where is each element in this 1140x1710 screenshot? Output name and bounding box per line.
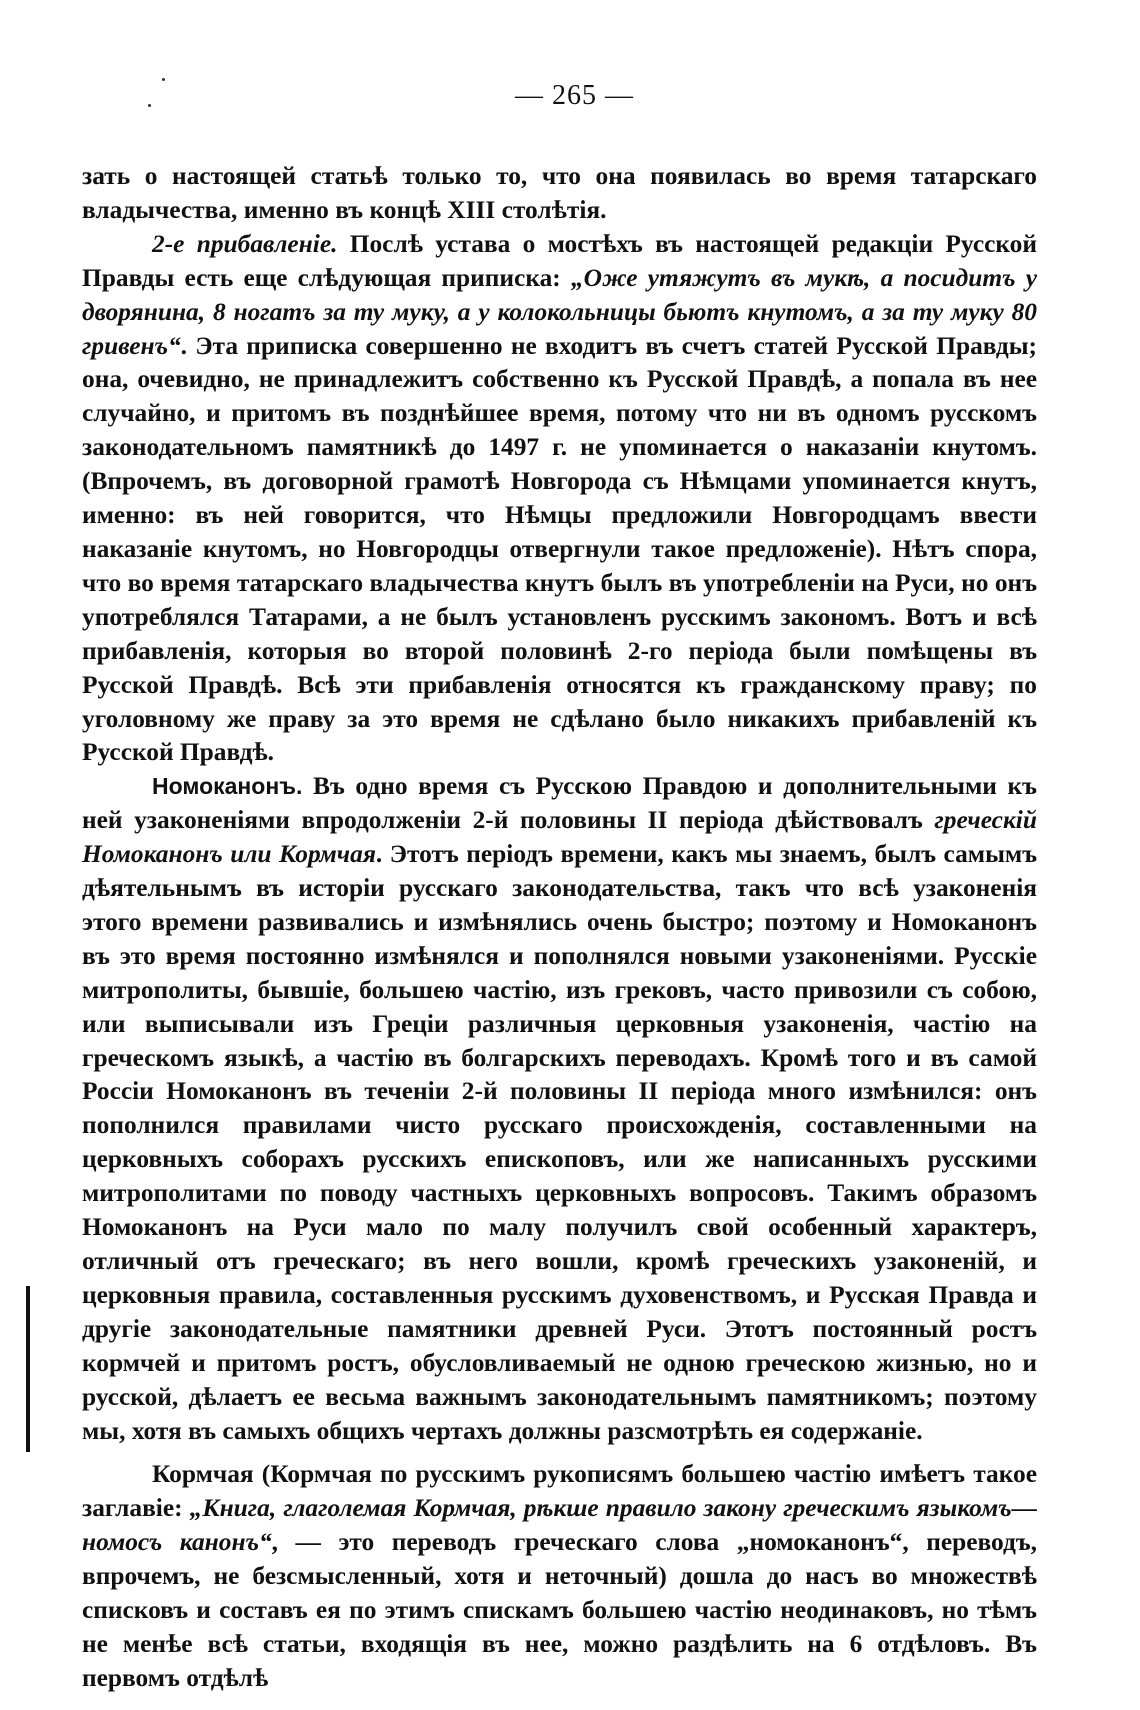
emphasis-text: греческій Номоканонъ или Кормчая <box>82 806 1037 869</box>
page-number: — 265 — <box>515 80 634 111</box>
paragraph-text: . Эта приписка совершенно не входитъ въ счетъ статей Русской Правды; она, очевидно, не принадлежитъ собственно къ Русской Правдѣ, а попала въ нее случайно, и притомъ въ позднѣйшее время, потому что ни въ одномъ русскомъ законодательномъ памятникѣ до 1497 г. не упоминается о наказаніи кнутомъ. (Впрочемъ, въ договорной грамотѣ Новгорода съ Нѣмцами упоминается кнутъ, именно: въ ней говорится, что Нѣмцы предложили Новгородцамъ ввести наказаніе кнутомъ, но Новгородцы отвергнули такое предложеніе). Нѣтъ спора, что во время татарскаго владычества кнутъ былъ въ употребленіи на Руси, но онъ употреблялся Татарами, а не былъ установленъ русскимъ закономъ. Вотъ и всѣ прибавленія, которыя во второй половинѣ 2-го періода были помѣщены въ Русской Правдѣ. Всѣ эти прибавленія относятся къ гражданскому праву; по уголовному же праву за это время не сдѣлано было никакихъ прибавленій къ Русской Правдѣ. <box>82 331 1037 767</box>
paragraph-text: , — это переводъ греческаго слова „номоканонъ“, переводъ, впрочемъ, не безсмысленный, хотя и неточный) дошла до насъ во множествѣ списковъ и составъ ея по этимъ спискамъ большею частію неодинаковъ, но тѣмъ не менѣе всѣ статьи, входящія въ нее, можно раздѣлить на 6 отдѣловъ. Въ первомъ отдѣлѣ <box>82 1528 1038 1692</box>
quoted-title: „Книга, глаголемая Кормчая, рѣкше правило закону греческимъ языкомъ—номосъ канонъ“ <box>82 1494 1037 1557</box>
paragraph-continuation: зать о настоящей статьѣ только то, что она появилась во время татарскаго владычества, именно въ концѣ XIII столѣтія. <box>82 162 1037 224</box>
quoted-text: „Оже утяжутъ въ мукѣ, а посидитъ у дворянина, 8 ногатъ за ту муку, а у колокольницы бьютъ кнутомъ, а за ту муку 80 гривенъ“ <box>82 263 1037 360</box>
book-page <box>82 80 1037 1696</box>
paragraph-text: Послѣ устава о мостѣхъ въ настоящей редакціи Русской Правды есть еще слѣдующая приписка: <box>82 229 1037 292</box>
paragraph-kormchaya <box>82 1458 1037 1695</box>
body-text <box>82 160 1037 1696</box>
paragraph-text: . Этотъ періодъ времени, какъ мы знаемъ, былъ самымъ дѣятельнымъ въ исторіи русскаго законодательства, такъ что всѣ узаконенія этого времени развивались и измѣнялись очень быстро; поэтому и Номоканонъ въ это время постоянно измѣнялся и пополнялся новыми узаконеніями. Русскіе митрополиты, бывшіе, большею частію, изъ грековъ, часто привозили съ собою, или выписывали изъ Греціи различныя церковныя узаконенія, частію на греческомъ языкѣ, а частію въ болгарскихъ переводахъ. Кромѣ того и въ самой Россіи Номоканонъ въ теченіи 2-й половины II періода много измѣнился: онъ пополнился правилами чисто русскаго происхожденія, составленными на церковныхъ соборахъ русскихъ епископовъ, или же написанныхъ русскими митрополитами по поводу частныхъ церковныхъ вопросовъ. Такимъ образомъ Номоканонъ на Руси мало по малу получилъ свой особенный характеръ, отличный отъ греческаго; въ него вошли, кромѣ греческихъ узаконеній, и церковныя правила, составленныя русскимъ духовенствомъ, и Русская Правда и другіе законодательные памятники древней Руси. Этотъ постоянный ростъ кормчей и притомъ ростъ, обусловливаемый не одною греческою жизнью, но и русской, дѣлаетъ ее весьма важнымъ законодательнымъ памятникомъ; поэтому мы, хотя въ самыхъ общихъ чертахъ должны разсмотрѣть ея содержаніе. <box>82 840 1038 1445</box>
paragraph-nomocanon <box>82 770 1037 1448</box>
paragraph-text: Въ одно время съ Русскою Правдою и дополнительными къ ней узаконеніями впродолженіи 2-й половины II періода дѣйствовалъ <box>82 772 1037 835</box>
paragraph-text: Кормчая (Кормчая по русскимъ рукописямъ большею частію имѣетъ такое заглавіе: <box>82 1460 1037 1523</box>
paragraph-second-addition <box>82 228 1037 771</box>
margin-mark <box>26 1286 30 1452</box>
section-title-second-addition: 2-е прибавленіе. <box>152 229 338 258</box>
section-title-nomocanon: Номоканонъ. <box>152 773 303 800</box>
